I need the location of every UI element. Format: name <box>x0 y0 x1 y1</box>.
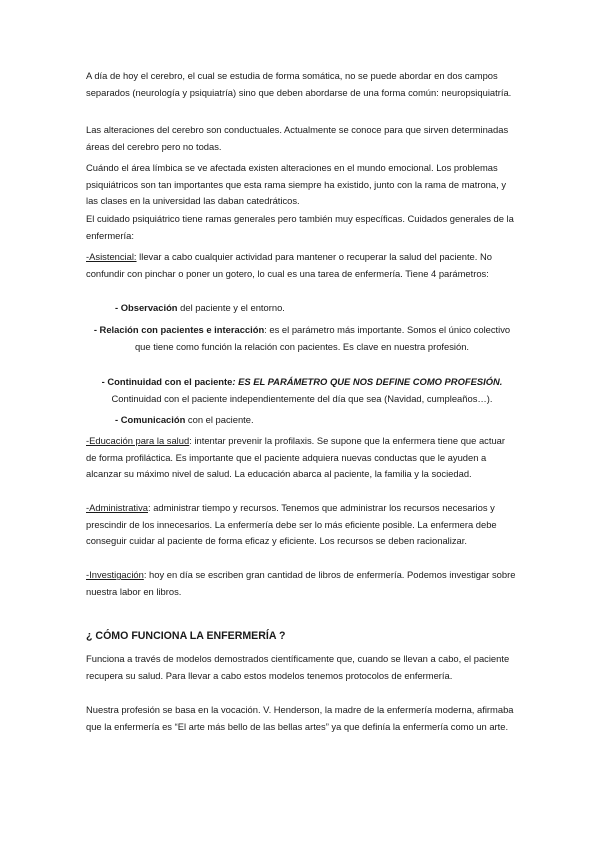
paragraph-vocacion: Nuestra profesión se basa en la vocación. V. Henderson, la madre de la enfermería moderna, afirmaba que la enfermería es “El arte más bello de las bellas artes” ya que definía la enfermería como un arte. <box>86 704 514 732</box>
educacion-text: : intentar prevenir la profilaxis. Se supone que la enfermera tiene que actuar de forma profiláctica. Es importante que el paciente adquiera nuevas conductas que le ayuden a alcanzar su máximo nivel de salud. La educación abarca al paciente, la familia y la sociedad. <box>86 435 506 479</box>
section-investigacion <box>86 567 518 600</box>
section-educacion <box>86 433 518 483</box>
relacion-label: - Relación con pacientes e interacción <box>93 324 265 335</box>
continuidad-label: - Continuidad con el paciente <box>101 376 233 387</box>
observacion-label: - Observación <box>115 302 178 313</box>
param-relacion <box>92 322 512 355</box>
section-asistencial <box>86 249 518 282</box>
asistencial-label: -Asistencial: <box>86 251 137 262</box>
asistencial-text: llevar a cabo cualquier actividad para mantener o recuperar la salud del paciente. No confundir con pinchar o poner un gotero, lo cual es una tarea de enfermería. Tiene 4 parámetros: <box>86 251 492 279</box>
section-heading: ¿ CÓMO FUNCIONA LA ENFERMERÍA ? <box>86 630 286 642</box>
educacion-label: -Educación para la salud <box>86 435 190 446</box>
param-observacion <box>115 300 515 317</box>
observacion-text: del paciente y el entorno. <box>177 302 285 313</box>
administrativa-text: : administrar tiempo y recursos. Tenemos que administrar los recursos necesarios y prescindir de los innecesarios. La enfermería debe ser lo más eficiente posible. La enfermera debe conseguir cuidar al paciente de forma eficaz y eficiente. Los recursos se deben racionalizar. <box>86 502 497 546</box>
continuidad-text: Continuidad con el paciente independientemente del día que sea (Navidad, cumpleaños…). <box>111 392 493 404</box>
paragraph-funciona: Funciona a través de modelos demostrados científicamente que, cuando se llevan a cabo, el paciente recupera su salud. Para llevar a cabo estos modelos tenemos protocolos de enfermería. <box>86 653 510 681</box>
paragraph-neuropsiquiatria: A día de hoy el cerebro, el cual se estudia de forma somática, no se puede abordar en dos campos separados (neurología y psiquiatría) sino que deben abordarse de una forma común: neuropsiquiatría. <box>86 70 512 98</box>
param-continuidad <box>92 374 512 407</box>
comunicacion-label: - Comunicación <box>115 414 186 425</box>
investigacion-label: -Investigación <box>86 569 144 580</box>
paragraph-cuidado-psiquiatrico: El cuidado psiquiátrico tiene ramas generales pero también muy específicas. Cuidados generales de la enfermería: <box>86 213 514 241</box>
relacion-text: : es el parámetro más importante. Somos el único colectivo que tiene como función la relación con pacientes. Es clave en nuestra profesión. <box>134 324 511 352</box>
comunicacion-text: con el paciente. <box>185 414 254 425</box>
section-administrativa <box>86 500 518 550</box>
investigacion-text: : hoy en día se escriben gran cantidad de libros de enfermería. Podemos investigar sobre nuestra labor en libros. <box>86 569 516 597</box>
paragraph-alteraciones: Las alteraciones del cerebro son conductuales. Actualmente se conoce para que sirven determinadas áreas del cerebro pero no todas. <box>86 124 509 152</box>
continuidad-emphasis: : ES EL PARÁMETRO QUE NOS DEFINE COMO PROFESIÓN. <box>232 376 503 387</box>
paragraph-area-limbica: Cuándo el área límbica se ve afectada existen alteraciones en el mundo emocional. Los problemas psiquiátricos son tan importantes que esta rama siempre ha existido, junto con la rama de matrona, y las clases en la universidad las daban catedráticos. <box>86 162 507 206</box>
administrativa-label: -Administrativa <box>86 502 148 513</box>
param-comunicacion <box>115 412 515 429</box>
